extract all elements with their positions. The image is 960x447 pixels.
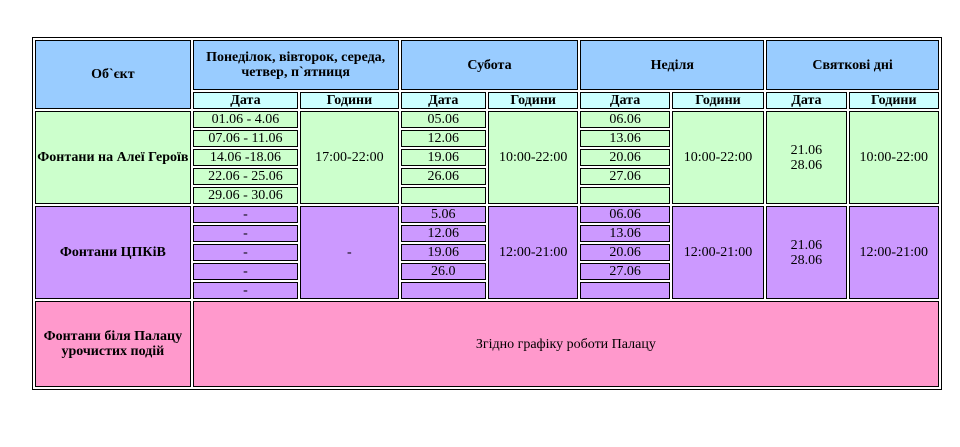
saturday-date-cell: 26.0 [401,263,486,280]
sunday-hours-cell: 10:00-22:00 [672,111,764,204]
header-holidays: Святкові дні [766,40,939,90]
weekday-hours-cell: 17:00-22:00 [300,111,398,204]
saturday-date-cell: 19.06 [401,149,486,166]
weekday-date-cell: - [193,263,298,280]
subheader-date: Дата [580,92,669,109]
subheader-hours: Години [672,92,764,109]
header-sunday: Неділя [580,40,764,90]
sunday-date-cell: 20.06 [580,149,669,166]
weekday-date-cell: 07.06 - 11.06 [193,130,298,147]
object-name: Фонтани на Алеї Героїв [35,111,191,204]
weekday-date-cell: 01.06 - 4.06 [193,111,298,128]
sunday-date-cell [580,282,669,299]
object-name-text: Фонтани ЦПКіВ [59,245,166,260]
subheader-date: Дата [193,92,298,109]
header-weekdays: Понеділок, вівторок, середа, четвер, п`ятниця [193,40,399,90]
sunday-date-cell: 27.06 [580,263,669,280]
holiday-date: 21.06 [790,237,823,253]
subheader-hours: Години [300,92,398,109]
weekday-hours-cell: - [300,206,398,299]
sunday-date-cell: 13.06 [580,130,669,147]
weekday-date-cell: - [193,206,298,223]
saturday-hours-cell: 12:00-21:00 [488,206,578,299]
holiday-date: 28.06 [790,252,823,268]
weekday-date-cell: - [193,225,298,242]
holiday-dates-cell [766,111,846,204]
holiday-date: 21.06 [790,142,823,158]
object-name [35,206,191,299]
sunday-date-cell: 06.06 [580,206,669,223]
holiday-hours-cell: 10:00-22:00 [849,111,939,204]
holiday-date: 28.06 [790,157,823,173]
schedule-table [32,37,942,390]
weekday-date-cell: 14.06 -18.06 [193,149,298,166]
sunday-date-cell [580,187,669,204]
saturday-date-cell [401,187,486,204]
saturday-date-cell: 19.06 [401,244,486,261]
saturday-date-cell: 12.06 [401,225,486,242]
header-object: Об`єкт [35,40,191,109]
saturday-date-cell [401,282,486,299]
subheader-date: Дата [766,92,846,109]
palace-schedule-note: Згідно графіку роботи Палацу [193,301,939,387]
weekday-date-cell: 22.06 - 25.06 [193,168,298,185]
saturday-hours-cell: 10:00-22:00 [488,111,578,204]
weekday-date-cell: 29.06 - 30.06 [193,187,298,204]
subheader-date: Дата [401,92,486,109]
saturday-date-cell: 12.06 [401,130,486,147]
saturday-date-cell: 26.06 [401,168,486,185]
saturday-date-cell: 5.06 [401,206,486,223]
subheader-hours: Години [849,92,939,109]
subheader-hours: Години [488,92,578,109]
sunday-date-cell: 27.06 [580,168,669,185]
sunday-hours-cell: 12:00-21:00 [672,206,764,299]
object-name: Фонтани біля Палацу урочистих подій [35,301,191,387]
weekday-date-cell: - [193,282,298,299]
sunday-date-cell: 20.06 [580,244,669,261]
header-saturday: Субота [401,40,579,90]
holiday-hours-cell: 12:00-21:00 [849,206,939,299]
saturday-date-cell: 05.06 [401,111,486,128]
holiday-dates-cell [766,206,846,299]
sunday-date-cell: 13.06 [580,225,669,242]
weekday-date-cell: - [193,244,298,261]
sunday-date-cell: 06.06 [580,111,669,128]
